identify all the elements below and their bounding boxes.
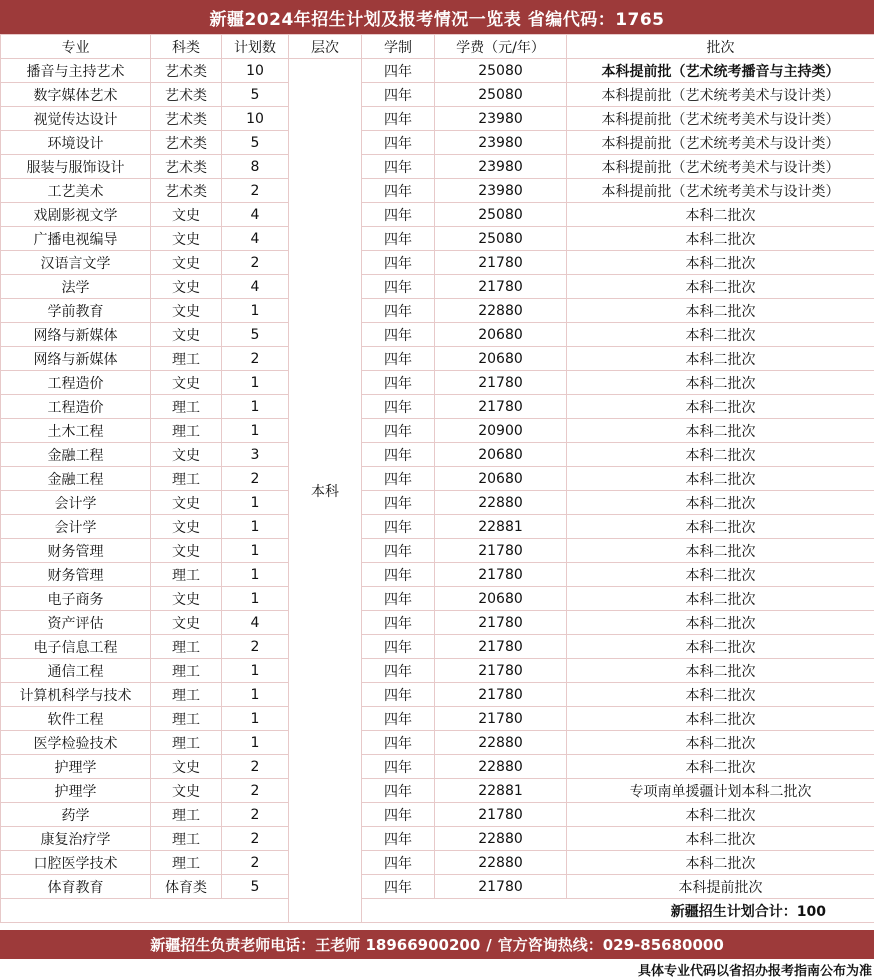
header-fee: 学费（元/年） bbox=[435, 35, 567, 59]
cell-years: 四年 bbox=[362, 347, 435, 371]
table-row bbox=[1, 731, 874, 755]
cell-batch: 本科二批次 bbox=[567, 371, 874, 395]
cell-major: 数字媒体艺术 bbox=[1, 83, 151, 107]
cell-plan: 2 bbox=[222, 755, 289, 779]
cell-fee: 21780 bbox=[435, 875, 567, 899]
cell-batch: 本科二批次 bbox=[567, 251, 874, 275]
cell-years: 四年 bbox=[362, 491, 435, 515]
cell-years: 四年 bbox=[362, 203, 435, 227]
cell-category: 艺术类 bbox=[151, 155, 222, 179]
cell-plan: 2 bbox=[222, 803, 289, 827]
cell-major: 服装与服饰设计 bbox=[1, 155, 151, 179]
cell-years: 四年 bbox=[362, 371, 435, 395]
cell-years: 四年 bbox=[362, 563, 435, 587]
cell-plan: 8 bbox=[222, 155, 289, 179]
header-row bbox=[1, 35, 874, 59]
cell-category: 理工 bbox=[151, 563, 222, 587]
cell-years: 四年 bbox=[362, 443, 435, 467]
table-row bbox=[1, 251, 874, 275]
cell-major: 工艺美术 bbox=[1, 179, 151, 203]
cell-plan: 1 bbox=[222, 491, 289, 515]
table-row bbox=[1, 827, 874, 851]
cell-plan: 5 bbox=[222, 131, 289, 155]
cell-plan: 4 bbox=[222, 203, 289, 227]
cell-category: 理工 bbox=[151, 467, 222, 491]
total-spacer-left bbox=[1, 899, 289, 923]
cell-category: 艺术类 bbox=[151, 83, 222, 107]
cell-plan: 2 bbox=[222, 467, 289, 491]
cell-major: 网络与新媒体 bbox=[1, 323, 151, 347]
cell-major: 资产评估 bbox=[1, 611, 151, 635]
cell-batch: 本科提前批（艺术统考美术与设计类） bbox=[567, 179, 874, 203]
cell-fee: 25080 bbox=[435, 203, 567, 227]
cell-fee: 21780 bbox=[435, 707, 567, 731]
contact-bar bbox=[0, 930, 874, 959]
cell-category: 文史 bbox=[151, 779, 222, 803]
cell-category: 文史 bbox=[151, 539, 222, 563]
cell-category: 理工 bbox=[151, 683, 222, 707]
cell-category: 理工 bbox=[151, 827, 222, 851]
cell-category: 理工 bbox=[151, 803, 222, 827]
cell-batch: 本科二批次 bbox=[567, 515, 874, 539]
cell-plan: 1 bbox=[222, 419, 289, 443]
table-row bbox=[1, 83, 874, 107]
cell-years: 四年 bbox=[362, 155, 435, 179]
cell-plan: 2 bbox=[222, 347, 289, 371]
cell-category: 艺术类 bbox=[151, 131, 222, 155]
cell-plan: 4 bbox=[222, 227, 289, 251]
cell-years: 四年 bbox=[362, 659, 435, 683]
header-category: 科类 bbox=[151, 35, 222, 59]
cell-plan: 2 bbox=[222, 635, 289, 659]
total-row bbox=[1, 899, 874, 923]
table-row bbox=[1, 779, 874, 803]
header-plan: 计划数 bbox=[222, 35, 289, 59]
cell-major: 金融工程 bbox=[1, 443, 151, 467]
cell-plan: 5 bbox=[222, 323, 289, 347]
cell-plan: 1 bbox=[222, 371, 289, 395]
cell-years: 四年 bbox=[362, 227, 435, 251]
cell-fee: 23980 bbox=[435, 179, 567, 203]
cell-major: 戏剧影视文学 bbox=[1, 203, 151, 227]
enrollment-plan-table bbox=[0, 34, 874, 923]
cell-category: 艺术类 bbox=[151, 59, 222, 83]
cell-batch: 本科二批次 bbox=[567, 299, 874, 323]
cell-plan: 5 bbox=[222, 875, 289, 899]
cell-fee: 20680 bbox=[435, 467, 567, 491]
cell-plan: 1 bbox=[222, 659, 289, 683]
cell-fee: 22880 bbox=[435, 731, 567, 755]
cell-batch: 本科提前批次 bbox=[567, 875, 874, 899]
cell-fee: 20900 bbox=[435, 419, 567, 443]
table-row bbox=[1, 347, 874, 371]
cell-major: 学前教育 bbox=[1, 299, 151, 323]
cell-fee: 23980 bbox=[435, 107, 567, 131]
cell-years: 四年 bbox=[362, 803, 435, 827]
footnote: 具体专业代码以省招办报考指南公布为准 bbox=[637, 964, 872, 979]
cell-plan: 1 bbox=[222, 683, 289, 707]
cell-fee: 21780 bbox=[435, 803, 567, 827]
cell-batch: 本科二批次 bbox=[567, 419, 874, 443]
table-body bbox=[1, 59, 874, 923]
cell-fee: 21780 bbox=[435, 563, 567, 587]
cell-category: 文史 bbox=[151, 443, 222, 467]
cell-category: 文史 bbox=[151, 275, 222, 299]
cell-category: 文史 bbox=[151, 227, 222, 251]
cell-category: 文史 bbox=[151, 371, 222, 395]
cell-batch: 本科提前批（艺术统考美术与设计类） bbox=[567, 83, 874, 107]
table-row bbox=[1, 563, 874, 587]
cell-major: 财务管理 bbox=[1, 539, 151, 563]
cell-years: 四年 bbox=[362, 683, 435, 707]
cell-category: 文史 bbox=[151, 755, 222, 779]
cell-category: 文史 bbox=[151, 299, 222, 323]
cell-batch: 专项南单援疆计划本科二批次 bbox=[567, 779, 874, 803]
cell-category: 理工 bbox=[151, 731, 222, 755]
cell-fee: 21780 bbox=[435, 251, 567, 275]
cell-category: 文史 bbox=[151, 323, 222, 347]
cell-plan: 3 bbox=[222, 443, 289, 467]
cell-years: 四年 bbox=[362, 419, 435, 443]
cell-years: 四年 bbox=[362, 323, 435, 347]
cell-batch: 本科二批次 bbox=[567, 707, 874, 731]
cell-category: 文史 bbox=[151, 491, 222, 515]
cell-batch: 本科二批次 bbox=[567, 563, 874, 587]
cell-fee: 23980 bbox=[435, 131, 567, 155]
table-row bbox=[1, 371, 874, 395]
cell-major: 会计学 bbox=[1, 491, 151, 515]
cell-category: 文史 bbox=[151, 515, 222, 539]
cell-fee: 20680 bbox=[435, 587, 567, 611]
cell-fee: 22880 bbox=[435, 755, 567, 779]
cell-fee: 22880 bbox=[435, 491, 567, 515]
cell-batch: 本科二批次 bbox=[567, 803, 874, 827]
cell-category: 理工 bbox=[151, 395, 222, 419]
cell-major: 软件工程 bbox=[1, 707, 151, 731]
cell-major: 电子商务 bbox=[1, 587, 151, 611]
cell-major: 播音与主持艺术 bbox=[1, 59, 151, 83]
cell-major: 通信工程 bbox=[1, 659, 151, 683]
table-row bbox=[1, 491, 874, 515]
table-row bbox=[1, 203, 874, 227]
cell-fee: 21780 bbox=[435, 659, 567, 683]
cell-years: 四年 bbox=[362, 275, 435, 299]
table-row bbox=[1, 803, 874, 827]
cell-fee: 22880 bbox=[435, 851, 567, 875]
table-row bbox=[1, 131, 874, 155]
cell-years: 四年 bbox=[362, 875, 435, 899]
cell-batch: 本科二批次 bbox=[567, 491, 874, 515]
table-row bbox=[1, 587, 874, 611]
cell-plan: 1 bbox=[222, 731, 289, 755]
cell-category: 理工 bbox=[151, 851, 222, 875]
cell-batch: 本科提前批（艺术统考播音与主持类） bbox=[567, 59, 874, 83]
table-row bbox=[1, 467, 874, 491]
cell-batch: 本科二批次 bbox=[567, 827, 874, 851]
cell-major: 护理学 bbox=[1, 755, 151, 779]
cell-fee: 20680 bbox=[435, 323, 567, 347]
cell-plan: 2 bbox=[222, 779, 289, 803]
cell-years: 四年 bbox=[362, 587, 435, 611]
cell-batch: 本科二批次 bbox=[567, 587, 874, 611]
cell-plan: 1 bbox=[222, 563, 289, 587]
cell-batch: 本科二批次 bbox=[567, 443, 874, 467]
cell-major: 汉语言文学 bbox=[1, 251, 151, 275]
cell-batch: 本科二批次 bbox=[567, 851, 874, 875]
cell-batch: 本科二批次 bbox=[567, 683, 874, 707]
table-row bbox=[1, 395, 874, 419]
cell-years: 四年 bbox=[362, 707, 435, 731]
cell-plan: 1 bbox=[222, 707, 289, 731]
cell-years: 四年 bbox=[362, 779, 435, 803]
cell-category: 理工 bbox=[151, 419, 222, 443]
cell-fee: 21780 bbox=[435, 635, 567, 659]
cell-major: 医学检验技术 bbox=[1, 731, 151, 755]
cell-years: 四年 bbox=[362, 107, 435, 131]
cell-category: 体育类 bbox=[151, 875, 222, 899]
table-row bbox=[1, 659, 874, 683]
cell-plan: 1 bbox=[222, 587, 289, 611]
cell-category: 文史 bbox=[151, 251, 222, 275]
table-row bbox=[1, 275, 874, 299]
table-row bbox=[1, 683, 874, 707]
cell-major: 财务管理 bbox=[1, 563, 151, 587]
table-row bbox=[1, 755, 874, 779]
cell-batch: 本科二批次 bbox=[567, 227, 874, 251]
plan-total: 新疆招生计划合计：100 bbox=[362, 899, 874, 923]
cell-major: 康复治疗学 bbox=[1, 827, 151, 851]
table-row bbox=[1, 299, 874, 323]
cell-major: 工程造价 bbox=[1, 395, 151, 419]
cell-major: 环境设计 bbox=[1, 131, 151, 155]
cell-category: 艺术类 bbox=[151, 179, 222, 203]
cell-category: 文史 bbox=[151, 587, 222, 611]
table-row bbox=[1, 443, 874, 467]
cell-major: 金融工程 bbox=[1, 467, 151, 491]
cell-plan: 2 bbox=[222, 251, 289, 275]
cell-years: 四年 bbox=[362, 827, 435, 851]
cell-fee: 25080 bbox=[435, 59, 567, 83]
cell-fee: 23980 bbox=[435, 155, 567, 179]
cell-major: 电子信息工程 bbox=[1, 635, 151, 659]
cell-years: 四年 bbox=[362, 467, 435, 491]
header-level: 层次 bbox=[289, 35, 362, 59]
cell-years: 四年 bbox=[362, 83, 435, 107]
table-row bbox=[1, 515, 874, 539]
cell-batch: 本科二批次 bbox=[567, 347, 874, 371]
cell-major: 药学 bbox=[1, 803, 151, 827]
table-row bbox=[1, 227, 874, 251]
table-row bbox=[1, 155, 874, 179]
cell-major: 土木工程 bbox=[1, 419, 151, 443]
header-batch: 批次 bbox=[567, 35, 874, 59]
cell-category: 文史 bbox=[151, 203, 222, 227]
table-title: 新疆2024年招生计划及报考情况一览表 省编代码：1765 bbox=[0, 0, 874, 34]
cell-major: 广播电视编导 bbox=[1, 227, 151, 251]
table-row bbox=[1, 59, 874, 83]
cell-batch: 本科提前批（艺术统考美术与设计类） bbox=[567, 155, 874, 179]
cell-plan: 1 bbox=[222, 299, 289, 323]
cell-category: 文史 bbox=[151, 611, 222, 635]
cell-batch: 本科二批次 bbox=[567, 635, 874, 659]
cell-category: 艺术类 bbox=[151, 107, 222, 131]
cell-batch: 本科提前批（艺术统考美术与设计类） bbox=[567, 131, 874, 155]
cell-fee: 22881 bbox=[435, 779, 567, 803]
cell-fee: 22880 bbox=[435, 299, 567, 323]
cell-years: 四年 bbox=[362, 731, 435, 755]
cell-fee: 21780 bbox=[435, 683, 567, 707]
cell-category: 理工 bbox=[151, 659, 222, 683]
cell-years: 四年 bbox=[362, 251, 435, 275]
cell-batch: 本科二批次 bbox=[567, 755, 874, 779]
header-years: 学制 bbox=[362, 35, 435, 59]
cell-category: 理工 bbox=[151, 347, 222, 371]
cell-major: 会计学 bbox=[1, 515, 151, 539]
cell-years: 四年 bbox=[362, 395, 435, 419]
cell-fee: 21780 bbox=[435, 611, 567, 635]
cell-fee: 20680 bbox=[435, 443, 567, 467]
cell-years: 四年 bbox=[362, 539, 435, 563]
cell-fee: 25080 bbox=[435, 83, 567, 107]
cell-years: 四年 bbox=[362, 611, 435, 635]
cell-batch: 本科二批次 bbox=[567, 731, 874, 755]
cell-years: 四年 bbox=[362, 299, 435, 323]
table-row bbox=[1, 875, 874, 899]
official-hotline: 官方咨询热线：029-85680000 bbox=[497, 936, 724, 954]
cell-fee: 20680 bbox=[435, 347, 567, 371]
cell-batch: 本科二批次 bbox=[567, 323, 874, 347]
cell-batch: 本科二批次 bbox=[567, 659, 874, 683]
table-row bbox=[1, 611, 874, 635]
cell-major: 计算机科学与技术 bbox=[1, 683, 151, 707]
cell-years: 四年 bbox=[362, 179, 435, 203]
cell-fee: 21780 bbox=[435, 539, 567, 563]
cell-plan: 1 bbox=[222, 395, 289, 419]
table-row bbox=[1, 539, 874, 563]
cell-years: 四年 bbox=[362, 635, 435, 659]
cell-plan: 4 bbox=[222, 275, 289, 299]
cell-major: 网络与新媒体 bbox=[1, 347, 151, 371]
cell-years: 四年 bbox=[362, 131, 435, 155]
cell-major: 口腔医学技术 bbox=[1, 851, 151, 875]
cell-plan: 1 bbox=[222, 515, 289, 539]
cell-batch: 本科提前批（艺术统考美术与设计类） bbox=[567, 107, 874, 131]
cell-years: 四年 bbox=[362, 851, 435, 875]
cell-major: 视觉传达设计 bbox=[1, 107, 151, 131]
table-row bbox=[1, 107, 874, 131]
cell-level: 本科 bbox=[289, 59, 362, 923]
cell-plan: 5 bbox=[222, 83, 289, 107]
cell-batch: 本科二批次 bbox=[567, 203, 874, 227]
cell-fee: 21780 bbox=[435, 275, 567, 299]
cell-major: 法学 bbox=[1, 275, 151, 299]
cell-plan: 10 bbox=[222, 59, 289, 83]
cell-years: 四年 bbox=[362, 515, 435, 539]
cell-years: 四年 bbox=[362, 59, 435, 83]
cell-fee: 22881 bbox=[435, 515, 567, 539]
teacher-phone: 新疆招生负责老师电话：王老师 18966900200 bbox=[150, 936, 481, 954]
cell-plan: 2 bbox=[222, 827, 289, 851]
cell-plan: 2 bbox=[222, 851, 289, 875]
cell-category: 理工 bbox=[151, 635, 222, 659]
cell-fee: 21780 bbox=[435, 371, 567, 395]
cell-plan: 4 bbox=[222, 611, 289, 635]
cell-plan: 1 bbox=[222, 539, 289, 563]
cell-batch: 本科二批次 bbox=[567, 539, 874, 563]
cell-fee: 25080 bbox=[435, 227, 567, 251]
table-row bbox=[1, 323, 874, 347]
cell-major: 体育教育 bbox=[1, 875, 151, 899]
cell-major: 工程造价 bbox=[1, 371, 151, 395]
header-major: 专业 bbox=[1, 35, 151, 59]
cell-fee: 21780 bbox=[435, 395, 567, 419]
table-row bbox=[1, 419, 874, 443]
cell-major: 护理学 bbox=[1, 779, 151, 803]
cell-batch: 本科二批次 bbox=[567, 467, 874, 491]
cell-category: 理工 bbox=[151, 707, 222, 731]
cell-plan: 2 bbox=[222, 179, 289, 203]
cell-batch: 本科二批次 bbox=[567, 275, 874, 299]
cell-batch: 本科二批次 bbox=[567, 611, 874, 635]
table-row bbox=[1, 851, 874, 875]
table-row bbox=[1, 707, 874, 731]
table-row bbox=[1, 635, 874, 659]
cell-plan: 10 bbox=[222, 107, 289, 131]
cell-batch: 本科二批次 bbox=[567, 395, 874, 419]
table-row bbox=[1, 179, 874, 203]
cell-years: 四年 bbox=[362, 755, 435, 779]
contact-separator: / bbox=[486, 935, 492, 954]
cell-fee: 22880 bbox=[435, 827, 567, 851]
